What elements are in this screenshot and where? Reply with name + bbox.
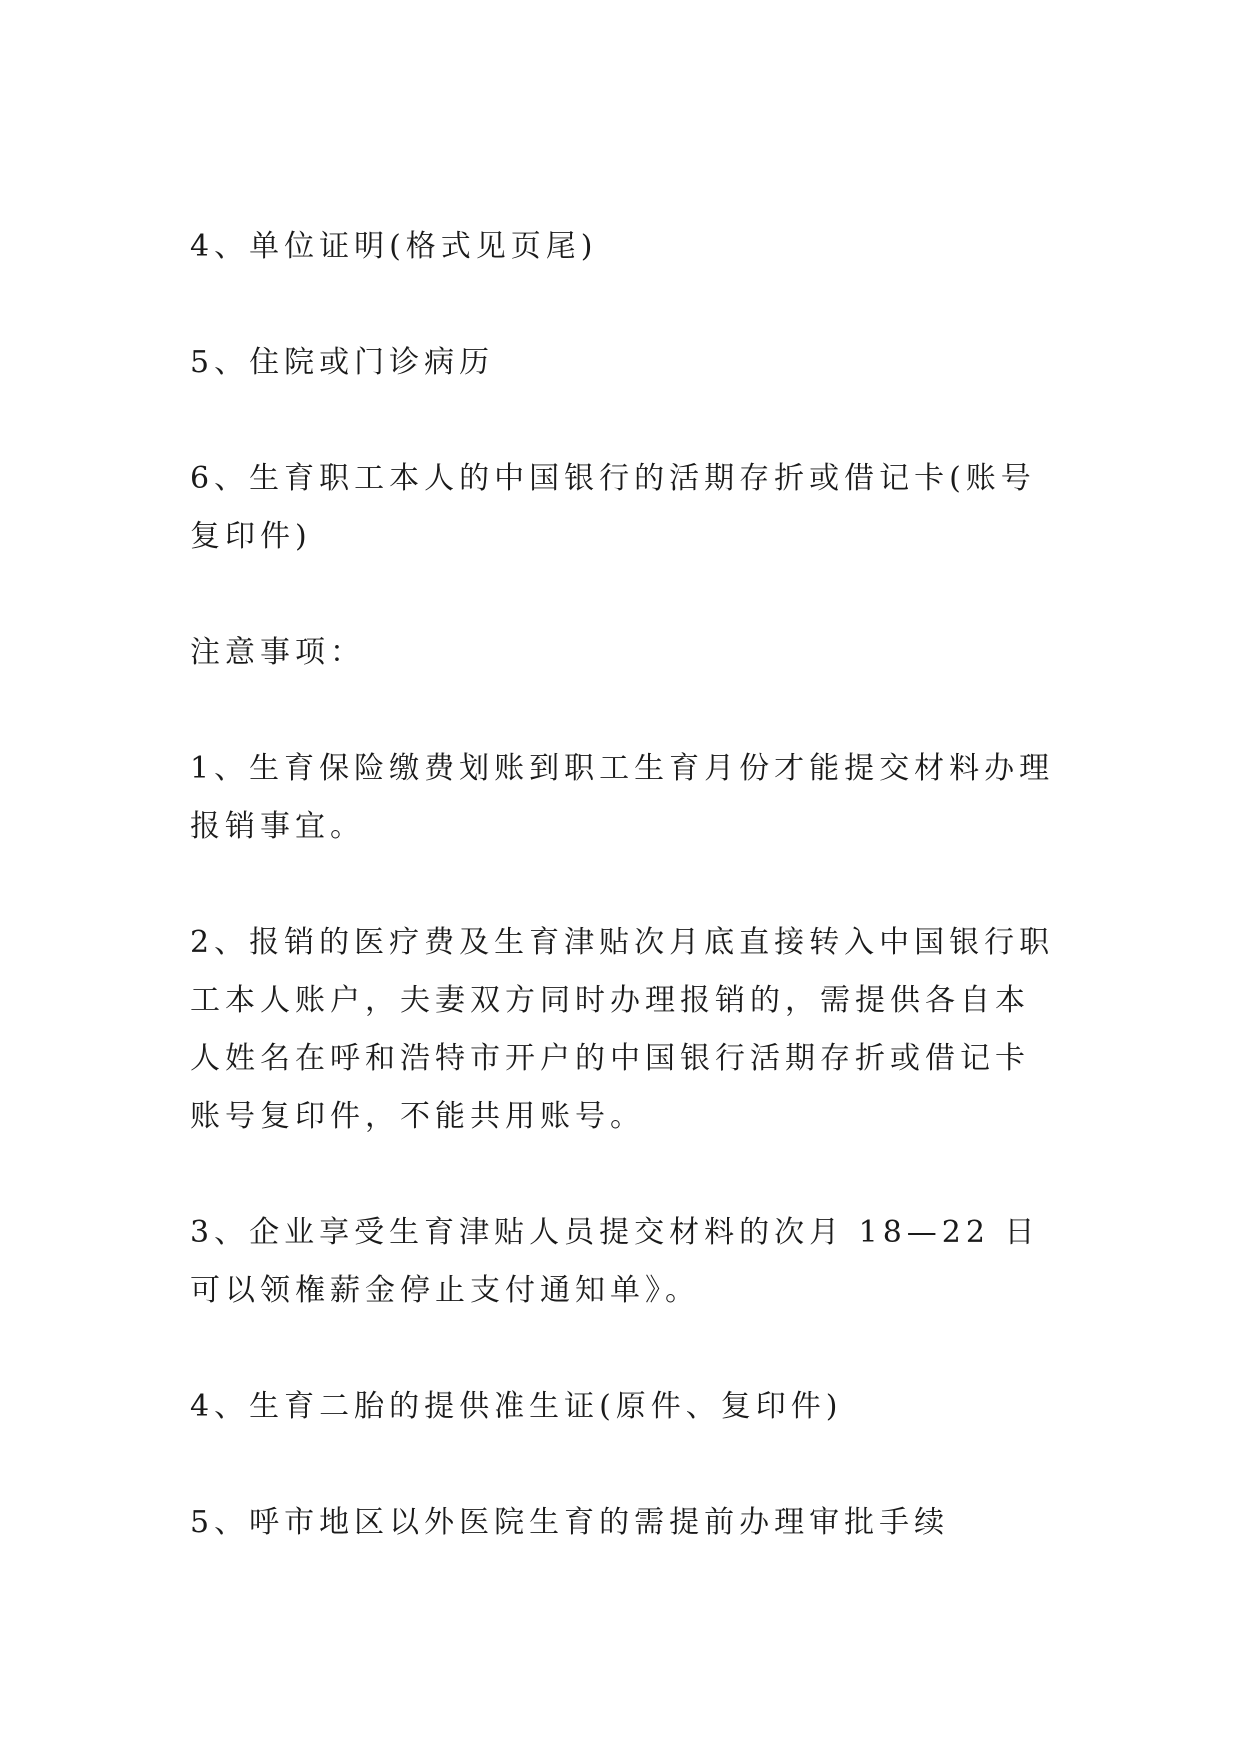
notes-heading: 注意事项：	[190, 635, 365, 670]
note-item-3: 3、企业享受生育津贴人员提交材料的次月 18—22 日可以领権薪金停止支付通知单》。	[190, 1215, 1040, 1308]
document-body	[190, 218, 1060, 1610]
paragraph-item-5: 5、住院或门诊病历	[190, 345, 495, 380]
note-item-2: 2、报销的医疗费及生育津贴次月底直接转入中国银行职工本人账户，夫妻双方同时办理报销的，需提供各自本人姓名在呼和浩特市开户的中国银行活期存折或借记卡账号复印件，不能共用账号。	[190, 925, 1055, 1134]
note-item-1: 1、生育保险缴费划账到职工生育月份才能提交材料办理报销事宜。	[190, 751, 1055, 844]
paragraph-item-4: 4、单位证明(格式见页尾)	[190, 229, 598, 264]
note-item-4: 4、生育二胎的提供准生证(原件、复印件)	[190, 1389, 843, 1424]
note-item-5: 5、呼市地区以外医院生育的需提前办理审批手续	[190, 1505, 950, 1540]
paragraph-item-6: 6、生育职工本人的中国银行的活期存折或借记卡(账号复印件)	[190, 461, 1036, 554]
